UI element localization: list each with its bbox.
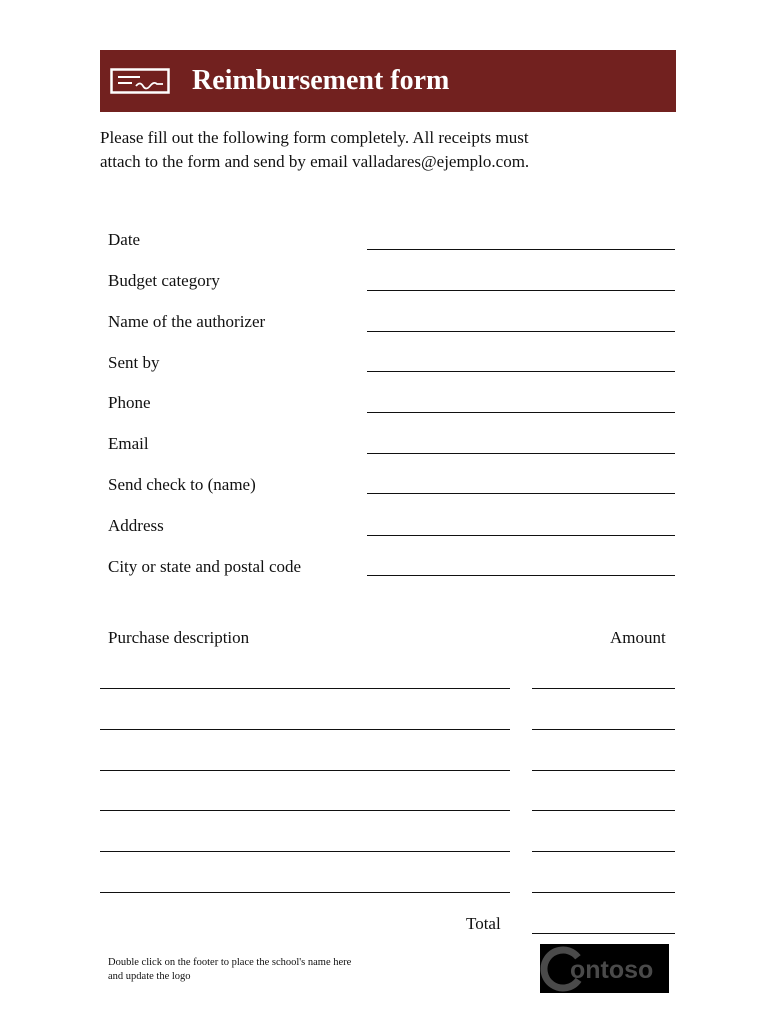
- authorizer-name-field[interactable]: [367, 331, 675, 332]
- footer-note[interactable]: Double click on the footer to place the school's name here and update the logo: [108, 957, 352, 982]
- purchase-description-field[interactable]: [100, 892, 510, 893]
- phone-label: Phone: [108, 393, 151, 412]
- budget-category-field[interactable]: [367, 290, 675, 291]
- amount-field[interactable]: [532, 770, 675, 771]
- budget-category-label: Budget category: [108, 271, 220, 290]
- send-check-to-field[interactable]: [367, 493, 675, 494]
- amount-field[interactable]: [532, 851, 675, 852]
- email-field[interactable]: [367, 453, 675, 454]
- city-state-postal-label: City or state and postal code: [108, 557, 302, 576]
- svg-text:ontoso: ontoso: [570, 956, 654, 984]
- phone-field[interactable]: [367, 412, 675, 413]
- city-state-postal-field[interactable]: [367, 575, 675, 576]
- email-label: Email: [108, 434, 149, 453]
- total-field[interactable]: [532, 933, 675, 934]
- purchase-description-field[interactable]: [100, 729, 510, 730]
- contoso-logo-graphic: [540, 944, 669, 993]
- amount-field[interactable]: [532, 892, 675, 893]
- total-label: Total: [466, 914, 501, 933]
- amount-field[interactable]: [532, 688, 675, 689]
- check-icon: [110, 68, 170, 94]
- date-field[interactable]: [367, 249, 675, 250]
- amount-field[interactable]: [532, 729, 675, 730]
- sent-by-label: Sent by: [108, 353, 160, 372]
- address-label: Address: [108, 516, 164, 535]
- date-label: Date: [108, 230, 141, 249]
- sent-by-field[interactable]: [367, 371, 675, 372]
- contoso-logo[interactable]: [540, 944, 669, 993]
- purchase-description-header: Purchase description: [108, 628, 250, 647]
- purchase-description-field[interactable]: [100, 688, 510, 689]
- address-field[interactable]: [367, 535, 675, 536]
- form-title: Reimbursement form: [192, 65, 450, 96]
- purchase-description-field[interactable]: [100, 810, 510, 811]
- purchase-description-field[interactable]: [100, 851, 510, 852]
- amount-field[interactable]: [532, 810, 675, 811]
- authorizer-name-label: Name of the authorizer: [108, 312, 266, 331]
- amount-header: Amount: [610, 628, 666, 647]
- send-check-to-label: Send check to (name): [108, 475, 256, 494]
- purchase-description-field[interactable]: [100, 770, 510, 771]
- form-header: [100, 50, 676, 112]
- instructions-text: Please fill out the following form completely. All receipts must attach to the form and send by email valladares@ejemplo.com.: [100, 128, 530, 171]
